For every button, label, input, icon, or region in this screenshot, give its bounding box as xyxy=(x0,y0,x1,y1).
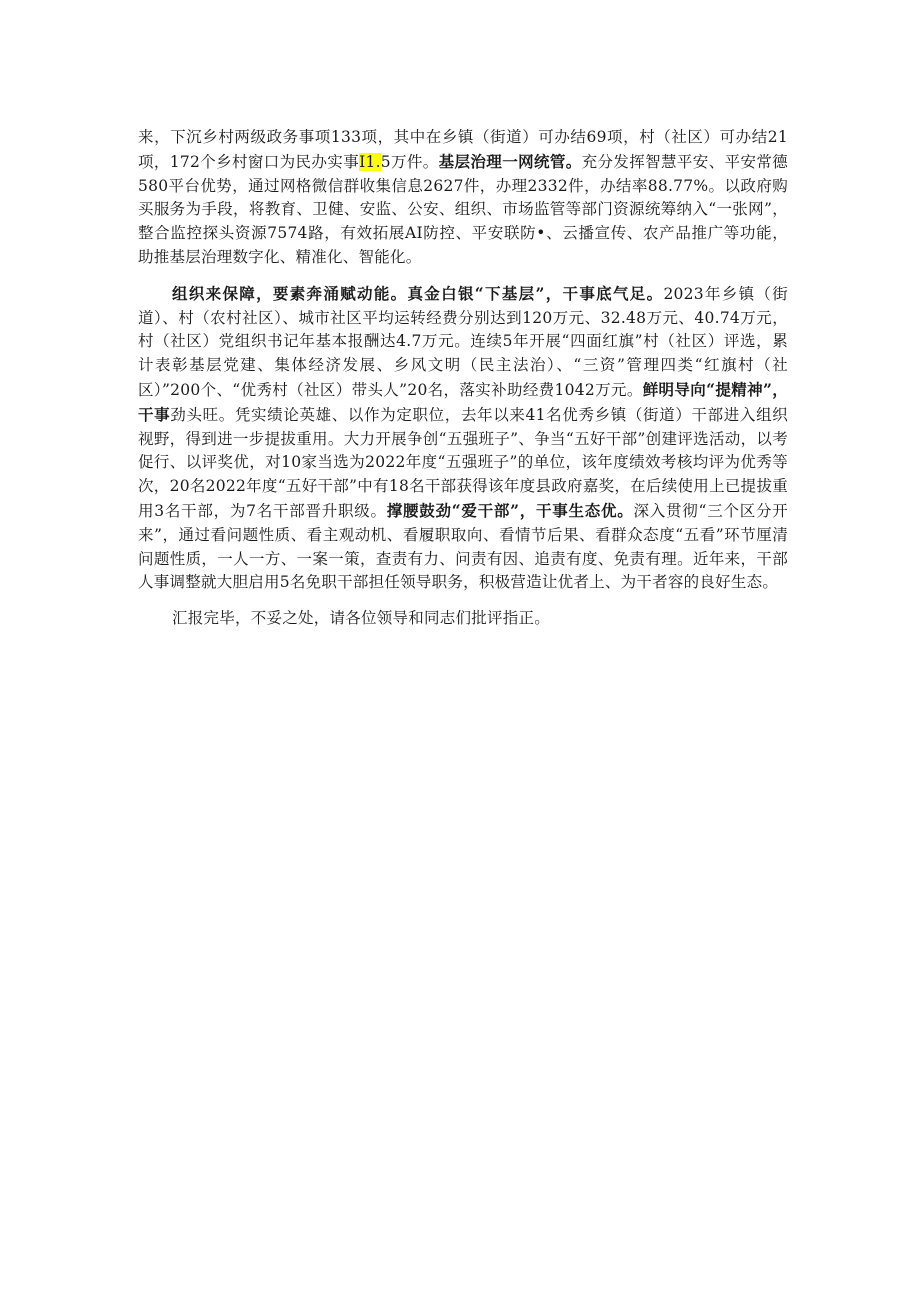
text-segment: 劲头旺。凭实绩论英雄、以作为定职位，去年以来41名优秀乡镇（街道）干部进入组织视野，得到进一步提拔重用。大力开展争创“五强班子”、争当“五好干部”创建评选活动，以考促行、以评奖优，对10家当选为2022年度“五强班子”的单位，该年度绩效考核均评为优秀等次，20名2022年度“五好干部”中有18名干部获得该年度县政府嘉奖，在后续使用上已提拔重用3名干部，为7名干部晋升职级。 xyxy=(138,405,788,520)
text-segment: 5万件。 xyxy=(380,152,439,171)
bold-heading: 撑腰鼓劲“爱干部”，干事生态优。 xyxy=(386,500,634,520)
closing-text: 汇报完毕，不妥之处，请各位领导和同志们批评指正。 xyxy=(172,609,551,628)
text-segment: 来，下沉乡村两级政务事项133项，其中在乡镇（街道）可办结69项，村（社区）可办结21项，172个乡村窗口为民办实事 xyxy=(138,128,788,171)
paragraph-organization-guarantee xyxy=(138,282,788,595)
text-segment: 充分发挥智慧平安、平安常德580平台优势，通过网格微信群收集信息2627件，办理2332件，办结率88.77%。以政府购买服务为手段，将教育、卫健、安监、公安、组织、市场监管等部门资源统筹纳入“一张网”，整合监控探头资源7574路，有效拓展AI防控、平安联防•、云播宣传、农产品推广等功能，助推基层治理数字化、精准化、智能化。 xyxy=(138,152,788,266)
bold-heading: 基层治理一网统管。 xyxy=(438,151,582,171)
bold-heading: 组织来保障，要素奔涌赋动能。真金白银“下基层”，干事底气足。 xyxy=(172,283,664,303)
document-body xyxy=(138,126,788,631)
bold-heading: 鲜明导向“提精神”，干事 xyxy=(138,379,788,424)
text-segment: 深入贯彻“三个区分开来”，通过看问题性质、看主观动机、看履职取向、看情节后果、看群众态度“五看”环节厘清问题性质，一人一方、一案一策，查责有力、问责有因、追责有度、免责有理。近年来，干部人事调整就大胆启用5名免职干部担任领导职务，积极营造让优者上、为干者容的良好生态。 xyxy=(138,501,788,592)
text-segment: 2023年乡镇（街道）、村（农村社区）、城市社区平均运转经费分别达到120万元、32.48万元、40.74万元，村（社区）党组织书记年基本报酬达4.7万元。连续5年开展“四面红旗”村（社区）评选，累计表彰基层党建、集体经济发展、乡风文明（民主法治）、“三资”管理四类“红旗村（社区）”200个、“优秀村（社区）带头人”20名，落实补助经费1042万元。 xyxy=(138,284,788,399)
highlighted-text: I1. xyxy=(359,152,381,171)
paragraph-service-governance xyxy=(138,126,788,270)
paragraph-closing xyxy=(138,607,788,631)
